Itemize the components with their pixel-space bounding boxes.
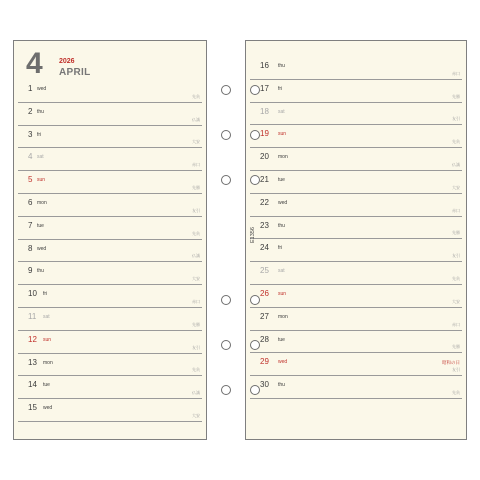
weekday-label: mon [37,200,47,206]
weekday-label: sun [43,336,52,343]
binder-hole [250,175,260,185]
weekday-label: tue [278,177,285,183]
day-row[interactable] [246,217,466,240]
rokuyo-label: 赤口 [452,70,460,76]
binder-hole [250,340,260,350]
day-row[interactable] [14,217,206,240]
rokuyo-label: 先勝 [192,184,200,190]
month-name: APRIL [59,67,91,78]
rokuyo-label: 先負 [452,275,460,281]
rokuyo-label: 友引 [192,207,200,213]
rokuyo-label: 友引 [192,344,200,350]
binder-hole [221,175,231,185]
day-row[interactable] [246,125,466,148]
binder-hole [221,130,231,140]
rokuyo-label: 仏滅 [192,390,200,396]
rokuyo-label: 先負 [192,230,200,236]
day-row[interactable] [14,331,206,354]
rokuyo-label: 先負 [192,367,200,373]
binder-hole [250,85,260,95]
rokuyo-label: 仏滅 [192,253,200,259]
day-number: 1 [28,84,33,93]
day-row[interactable] [14,308,206,331]
rokuyo-label: 先負 [452,139,460,145]
rokuyo-label: 先負 [192,93,200,99]
weekday-label: thu [37,268,44,275]
weekday-label: thu [278,382,285,389]
weekday-label: sat [37,154,44,161]
row-divider [18,421,202,422]
day-row[interactable] [246,80,466,103]
day-row[interactable] [246,353,466,376]
day-number: 29 [260,357,269,367]
day-row[interactable] [14,80,206,103]
binder-hole [250,295,260,305]
day-number: 18 [260,106,269,116]
rokuyo-label: 仏滅 [192,116,200,122]
day-row[interactable] [14,376,206,399]
binder-hole [221,85,231,95]
day-row[interactable] [246,376,466,399]
day-row[interactable] [14,354,206,377]
rokuyo-label: 赤口 [452,321,460,327]
rokuyo-label: 赤口 [192,298,200,304]
rokuyo-label: 先負 [452,389,460,395]
day-number: 7 [28,220,33,230]
weekday-label: tue [278,336,285,343]
left-page [13,40,207,440]
rokuyo-label: 先勝 [452,344,460,350]
day-number: 2 [28,106,33,116]
weekday-label: fri [43,291,48,298]
day-number: 11 [28,312,37,321]
day-number: 8 [28,243,33,253]
day-number: 13 [28,357,37,367]
weekday-label: sat [43,314,50,320]
binder-hole [221,340,231,350]
day-number: 23 [260,220,269,230]
binder-hole [250,130,260,140]
rokuyo-label: 友引 [452,116,460,122]
day-row[interactable] [246,239,466,262]
weekday-label: mon [43,359,53,366]
day-number: 9 [28,266,33,276]
month-number: 4 [26,47,43,80]
product-code: E1356 [250,227,256,243]
day-row[interactable] [14,148,206,171]
day-row[interactable] [14,399,206,422]
binder-hole [250,385,260,395]
day-number: 15 [28,403,37,413]
day-row[interactable] [14,171,206,194]
rokuyo-label: 友引 [452,367,460,373]
day-number: 14 [28,380,37,390]
right-page [245,40,467,440]
day-number: 20 [260,152,269,162]
weekday-label: wed [43,405,53,412]
weekday-label: thu [37,108,44,115]
day-number: 28 [260,334,269,344]
month-header [14,41,206,83]
weekday-label: wed [278,359,288,366]
day-row[interactable] [246,103,466,126]
weekday-label: wed [278,199,288,206]
rokuyo-label: 大安 [452,184,460,190]
weekday-label: sun [278,291,287,297]
day-row[interactable] [14,262,206,285]
day-row[interactable] [246,308,466,331]
day-row[interactable] [246,171,466,194]
day-number: 3 [28,129,33,139]
weekday-label: thu [278,222,285,229]
day-number: 27 [260,311,269,321]
day-number: 30 [260,380,269,390]
day-number: 26 [260,289,269,298]
day-number: 6 [28,198,33,207]
weekday-label: mon [278,154,288,161]
day-row[interactable] [14,103,206,126]
rokuyo-label: 先勝 [452,93,460,99]
day-number: 22 [260,197,269,207]
binder-hole [221,385,231,395]
rokuyo-label: 友引 [452,253,460,259]
binder-hole [221,295,231,305]
rokuyo-label: 赤口 [192,162,200,168]
rokuyo-label: 先勝 [452,230,460,236]
weekday-label: sun [278,131,287,138]
day-row[interactable] [246,285,466,308]
rokuyo-label: 大安 [192,276,200,282]
day-row[interactable] [246,331,466,354]
rokuyo-label: 大安 [192,412,200,418]
day-number: 24 [260,243,269,253]
rokuyo-label: 赤口 [452,207,460,213]
day-row[interactable] [246,194,466,217]
rokuyo-label: 仏滅 [452,161,460,167]
rokuyo-label: 大安 [192,139,200,145]
day-row[interactable] [246,57,466,80]
day-row[interactable] [246,262,466,285]
day-number: 19 [260,129,269,139]
day-number: 25 [260,266,269,276]
day-number: 12 [28,334,37,344]
weekday-label: tue [37,222,44,229]
weekday-label: sun [37,177,46,184]
day-number: 21 [260,175,269,184]
weekday-label: wed [37,86,47,92]
day-number: 17 [260,83,269,93]
row-divider [250,398,462,399]
day-row[interactable] [246,148,466,171]
weekday-label: fri [278,85,283,92]
rokuyo-label: 大安 [452,298,460,304]
weekday-label: tue [43,382,50,389]
day-number: 4 [28,152,33,162]
weekday-label: thu [278,63,285,69]
weekday-label: fri [278,245,283,252]
year-label: 2026 [59,58,75,65]
weekday-label: sat [278,268,285,275]
holiday-label: 昭和の日 [442,360,460,366]
day-row[interactable] [14,126,206,149]
day-row[interactable] [14,240,206,263]
weekday-label: mon [278,313,288,320]
day-row[interactable] [14,194,206,217]
weekday-label: fri [37,131,42,138]
weekday-label: wed [37,245,47,252]
day-number: 5 [28,175,33,185]
weekday-label: sat [278,108,285,115]
day-number: 16 [260,61,269,70]
day-number: 10 [28,289,37,299]
rokuyo-label: 先勝 [192,321,200,327]
day-row[interactable] [14,285,206,308]
